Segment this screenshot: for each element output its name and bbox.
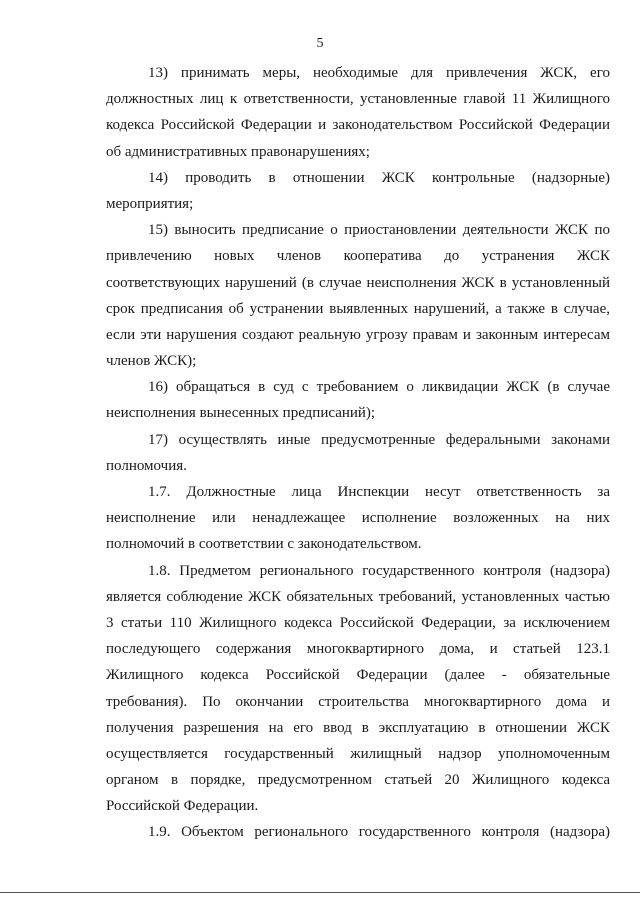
text-line: 1.8. Предметом регионального государственного контроля (надзора) xyxy=(148,562,610,579)
text-line: должностных лиц к ответственности, установленные главой 11 Жилищного xyxy=(106,91,610,108)
text-line: кодекса Российской Федерации и законодательством Российской Федерации xyxy=(106,117,610,134)
text-line: 1.7. Должностные лица Инспекции несут ответственность за xyxy=(148,484,610,500)
text-line: является соблюдение ЖСК обязательных требований, установленных частью xyxy=(106,588,610,605)
text-line: полномочий в соответствии с законодательством. xyxy=(106,536,422,553)
text-line: об административных правонарушениях; xyxy=(106,143,370,160)
text-line: 15) выносить предписание о приостановлении деятельности ЖСК по xyxy=(148,222,610,239)
text-line: соответствующих нарушений (в случае неисполнения ЖСК в установленный xyxy=(106,274,610,291)
text-line: привлечению новых членов кооператива до устранения ЖСК xyxy=(106,248,610,265)
text-line: Жилищного кодекса Российской Федерации (далее - обязательные xyxy=(106,667,610,684)
bottom-rule xyxy=(0,892,640,893)
text-line: неисполнения вынесенных предписаний); xyxy=(106,405,376,422)
text-line: 3 статьи 110 Жилищного кодекса Российской Федерации, за исключением xyxy=(106,614,610,631)
text-line: Российской Федерации. xyxy=(106,798,259,815)
text-line: органом в порядке, предусмотренном статьей 20 Жилищного кодекса xyxy=(106,772,610,789)
text-line: срок предписания об устранении выявленных нарушений, а также в случае, xyxy=(106,300,610,317)
text-line: осуществляется государственный жилищный надзор уполномоченным xyxy=(106,745,610,762)
text-line: если эти нарушения создают реальную угрозу правам и законным интересам xyxy=(106,326,610,343)
text-line: 16) обращаться в суд с требованием о ликвидации ЖСК (в случае xyxy=(148,379,610,396)
text-line: 14) проводить в отношении ЖСК контрольные (надзорные) xyxy=(148,169,610,186)
text-line: мероприятия; xyxy=(106,195,194,212)
text-line: 17) осуществлять иные предусмотренные федеральными законами xyxy=(148,431,610,448)
text-line: 1.9. Объектом регионального государственного контроля (надзора) xyxy=(148,824,610,841)
page-number: 5 xyxy=(316,36,324,51)
text-line: получения разрешения на его ввод в эксплуатацию в отношении ЖСК xyxy=(106,719,610,736)
text-line: неисполнение или ненадлежащее исполнение возложенных на них xyxy=(106,510,610,527)
text-line: последующего содержания многоквартирного дома, и статьей 123.1 xyxy=(106,641,610,658)
text-line: полномочия. xyxy=(106,457,187,474)
body-text xyxy=(106,60,610,846)
text-line: требования). По окончании строительства многоквартирного дома и xyxy=(106,693,610,710)
text-line: членов ЖСК); xyxy=(106,353,197,370)
text-line: 13) принимать меры, необходимые для привлечения ЖСК, его xyxy=(148,65,610,81)
